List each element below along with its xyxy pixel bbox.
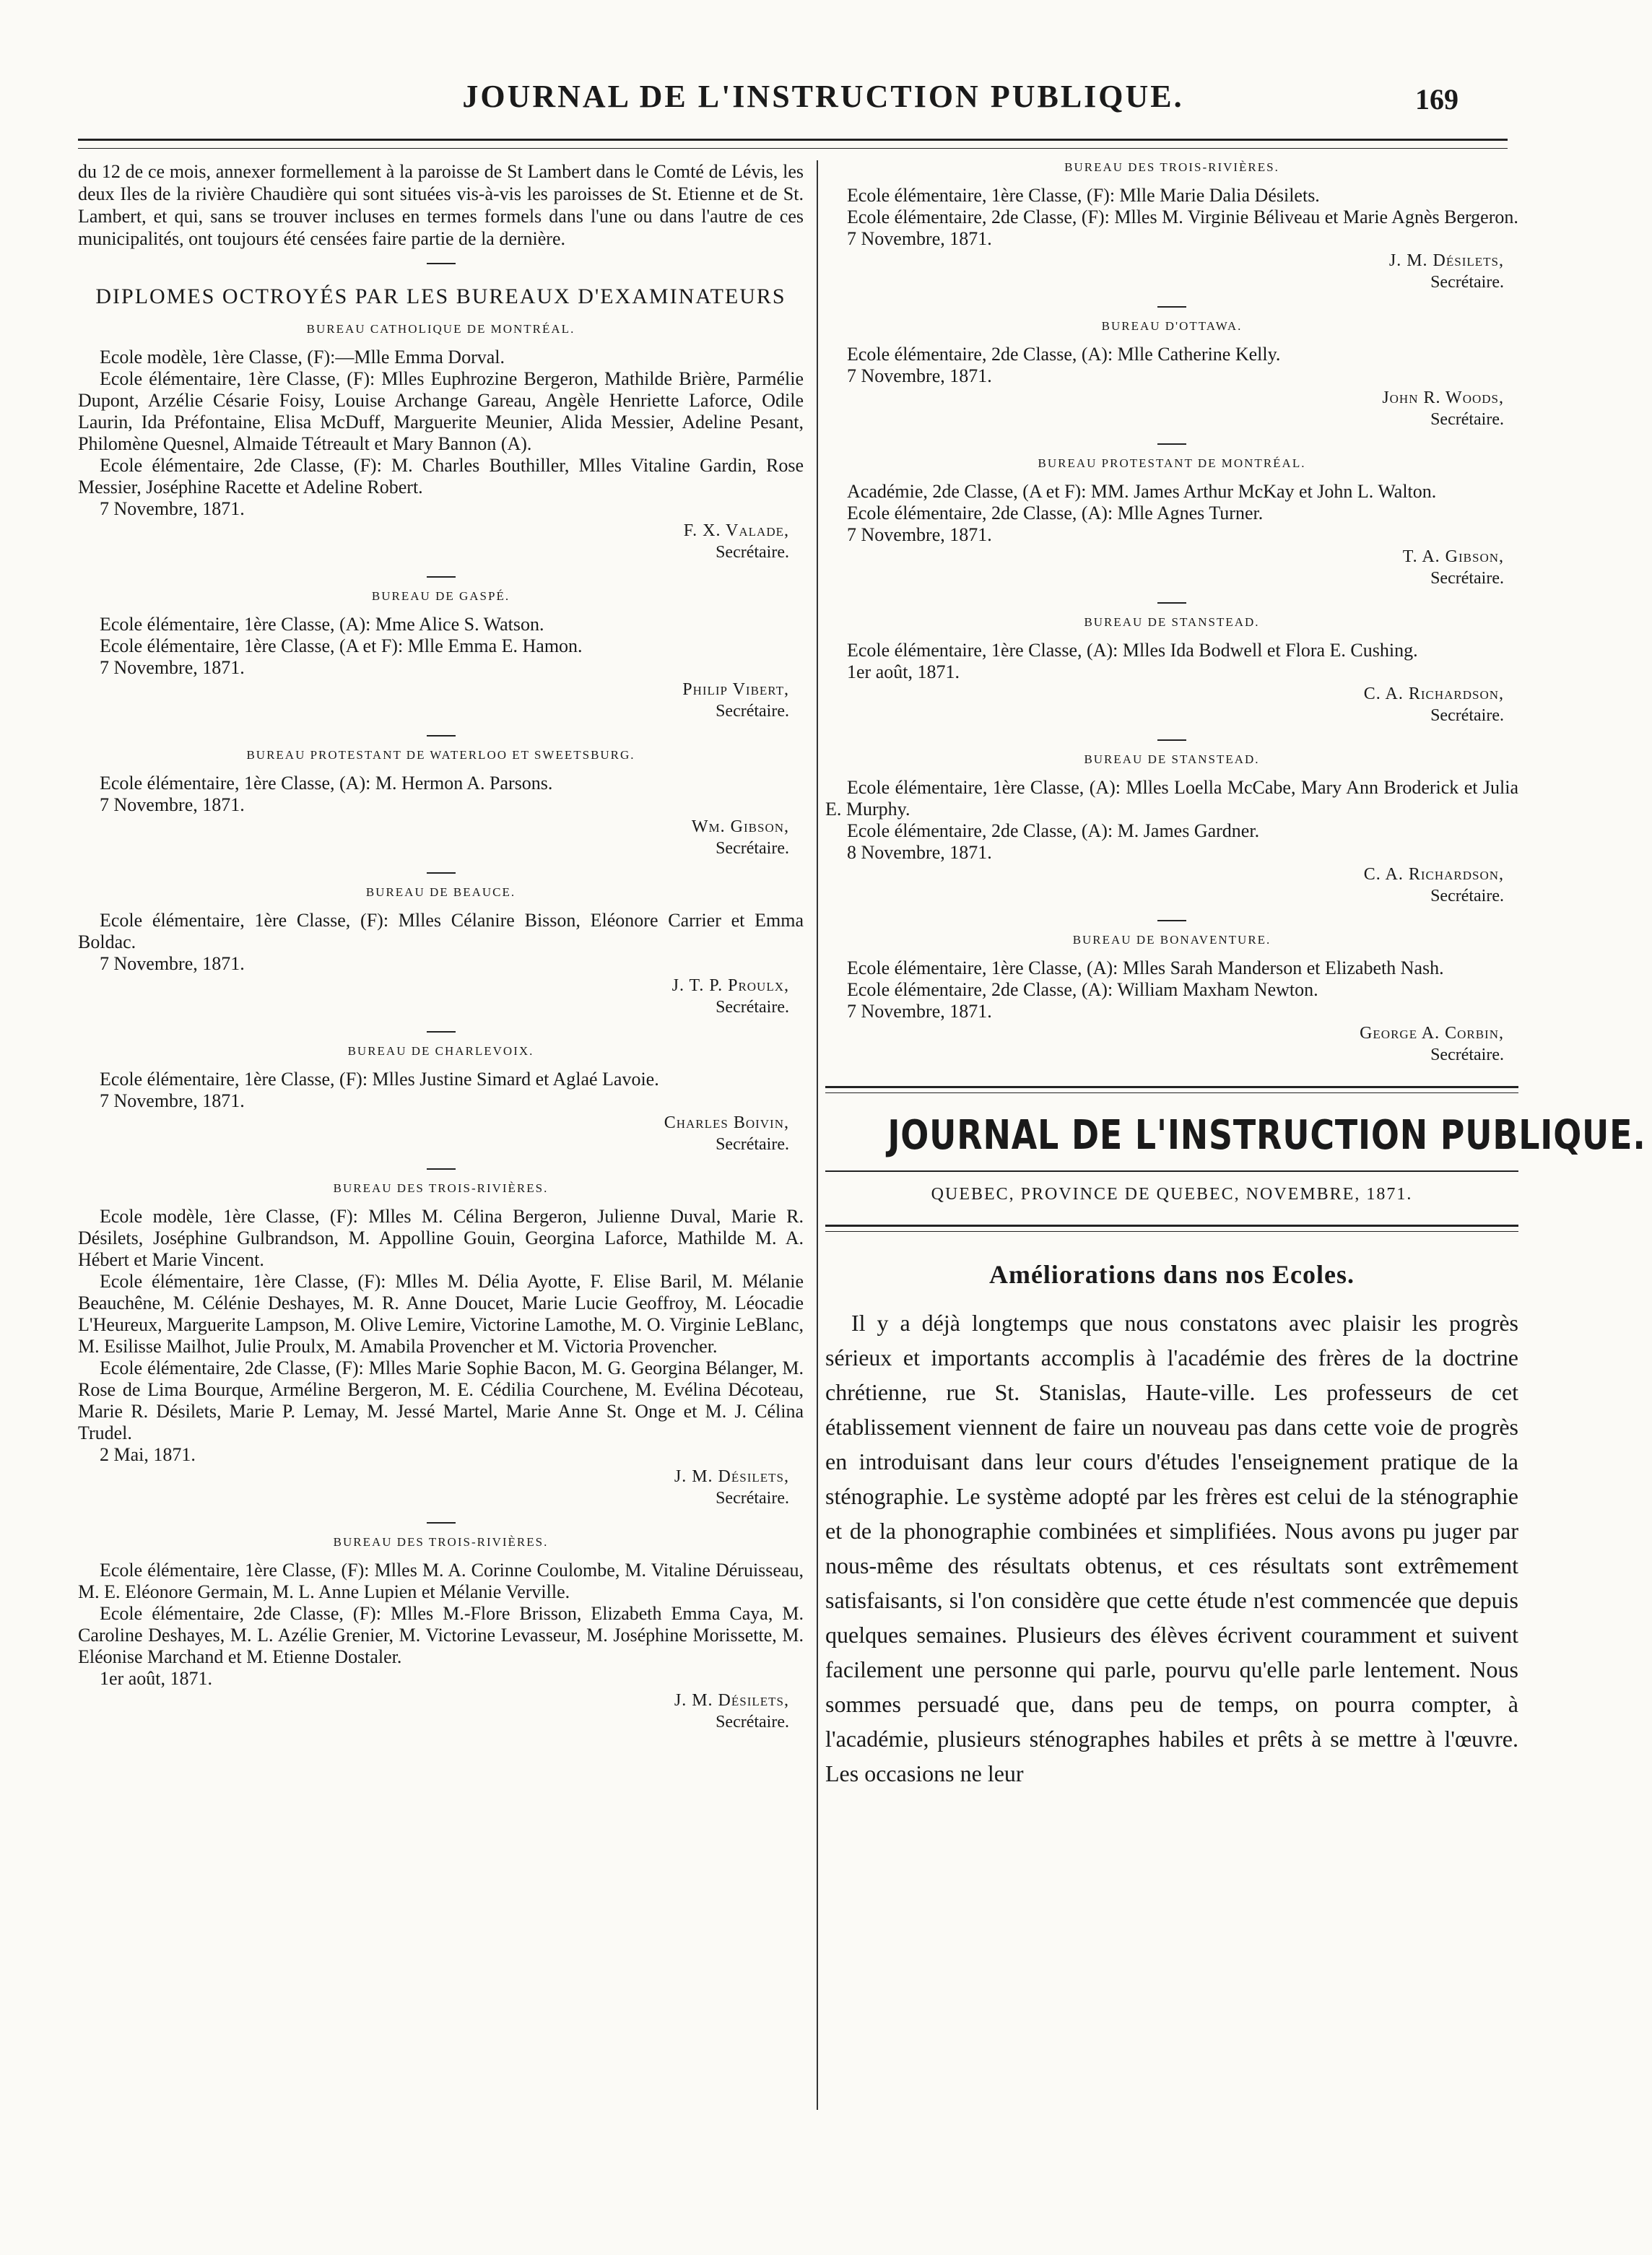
signatory-name: J. M. Désilets, — [674, 1467, 789, 1486]
separator — [427, 872, 456, 874]
signatory-role: Secrétaire. — [716, 998, 789, 1017]
signatory-name: George A. Corbin, — [1360, 1024, 1504, 1043]
bureau-block — [825, 752, 1518, 907]
diploma-entry: Ecole élémentaire, 1ère Classe, (A): Mlles Loella McCabe, Mary Ann Broderick et Julia E. Murphy. — [825, 777, 1518, 820]
signatory-name: J. M. Désilets, — [1388, 251, 1504, 270]
diploma-entry: Ecole élémentaire, 1ère Classe, (F): Mlles Euphrozine Bergeron, Mathilde Brière, Parmélie Dupont, Arzélie Césarie Foisy, Louise Archange Gareau, Angèle Henriette Laforce, Odile Laurin, Ida Préfontaine, Elisa McDuff, Marguerite Meunier, Alida Messier, Adeline Pesant, Philomène Quesnel, Almaide Tétreault et Mary Bannon (A). — [78, 368, 804, 454]
intro-paragraph: du 12 de ce mois, annexer formellement à la paroisse de St Lambert dans le Comté de Lévis, les deux Iles de la rivière Chaudière qui sont situées vis-à-vis les paroisses de St. Etienne et de St. Lambert, et qui, sans se trouver incluses en termes formels dans l'une ou dans l'autre de ces municipalités, ont toujours été censées faire partie de la dernière. — [78, 161, 804, 249]
separator — [1157, 306, 1186, 308]
bureau-block — [78, 885, 804, 1018]
diploma-entry: Ecole élémentaire, 1ère Classe, (A): Mlles Sarah Manderson et Elizabeth Nash. — [847, 957, 1444, 978]
article-title: Améliorations dans nos Ecoles. — [988, 1260, 1355, 1289]
signature — [825, 683, 1518, 726]
section-title: DIPLOMES OCTROYÉS PAR LES BUREAUX D'EXAMINATEURS — [95, 284, 786, 308]
bureau-heading: BUREAU DE GASPÉ. — [371, 589, 510, 603]
diploma-entry: Ecole modèle, 1ère Classe, (F): Mlles M. Célina Bergeron, Julienne Duval, Marie R. Désilets, Joséphine Gulbrandson, M. Appolline Gouin, Georgina Laforce, Mathilde M. A. Hébert et Marie Vincent. — [78, 1206, 804, 1270]
signature — [825, 250, 1518, 293]
signatory-name: T. A. Gibson, — [1402, 547, 1504, 566]
bureau-heading: BUREAU DE BONAVENTURE. — [1072, 933, 1271, 947]
bureau-heading: BUREAU DE STANSTEAD. — [1084, 615, 1260, 629]
diploma-entry: Ecole élémentaire, 2de Classe, (F): Mlles M.-Flore Brisson, Elizabeth Emma Caya, M. Caroline Deshayes, M. L. Azélie Grenier, M. Victorine Levasseur, M. Joséphine Morissette, M. Eléonise Marchand et M. Etienne Dostaler. — [78, 1603, 804, 1667]
bureau-block — [78, 589, 804, 722]
signatory-name: J. M. Désilets, — [674, 1691, 789, 1710]
signature — [78, 1690, 804, 1733]
separator — [1157, 920, 1186, 921]
running-title: JOURNAL DE L'INSTRUCTION PUBLIQUE. — [462, 79, 1184, 114]
bureau-block — [78, 748, 804, 859]
entry-date: 7 Novembre, 1871. — [847, 1001, 992, 1022]
masthead-title: JOURNAL DE L'INSTRUCTION PUBLIQUE. — [887, 1112, 1646, 1159]
bureau-block — [825, 615, 1518, 726]
diploma-entry: Ecole élémentaire, 1ère Classe, (F): Mlles Célanire Bisson, Eléonore Carrier et Emma Boldac. — [78, 910, 804, 952]
signature — [825, 387, 1518, 430]
signatory-name: F. X. Valade, — [683, 521, 789, 540]
diploma-entry: Ecole élémentaire, 2de Classe, (A): William Maxham Newton. — [847, 979, 1318, 1000]
signatory-role: Secrétaire. — [1430, 273, 1504, 292]
signatory-role: Secrétaire. — [716, 1713, 789, 1732]
entry-date: 7 Novembre, 1871. — [847, 524, 992, 545]
entry-date: 7 Novembre, 1871. — [100, 498, 245, 519]
diploma-entry: Ecole élémentaire, 1ère Classe, (A): M. Hermon A. Parsons. — [100, 773, 553, 794]
signatory-role: Secrétaire. — [716, 702, 789, 721]
diploma-entry: Ecole élémentaire, 2de Classe, (A): Mlle Catherine Kelly. — [847, 344, 1281, 365]
diploma-entry: Ecole élémentaire, 1ère Classe, (F): Mlles Justine Simard et Aglaé Lavoie. — [100, 1069, 659, 1090]
signatory-name: Wm. Gibson, — [691, 817, 789, 836]
diploma-entry: Ecole élémentaire, 1ère Classe, (A): Mme Alice S. Watson. — [100, 614, 544, 635]
masthead-underline — [825, 1170, 1518, 1172]
signature — [825, 546, 1518, 589]
entry-date: 7 Novembre, 1871. — [100, 794, 245, 815]
separator — [427, 1522, 456, 1524]
bureau-block — [78, 322, 804, 563]
diploma-entry: Ecole élémentaire, 2de Classe, (F): M. Charles Bouthiller, Mlles Vitaline Gardin, Rose Messier, Joséphine Racette et Adeline Robert. — [78, 455, 804, 498]
diploma-entry: Ecole élémentaire, 1ère Classe, (A): Mlles Ida Bodwell et Flora E. Cushing. — [847, 640, 1418, 661]
right-column — [825, 160, 1646, 1791]
signatory-name: Charles Boivin, — [664, 1113, 789, 1132]
bureau-block — [825, 456, 1518, 589]
entry-date: 7 Novembre, 1871. — [847, 228, 992, 249]
article-body: Il y a déjà longtemps que nous constatons avec plaisir les progrès sérieux et importants accomplis à l'académie des frères de la doctrine chrétienne, rue St. Stanislas, Haute-ville. Les professeurs de cet établissement viennent de faire un nouveau pas dans cette voie de progrès en introduisant dans leur cours d'études l'enseignement pratique de la sténographie. Le système adopté par les frères est celui de la sténographie et de la phonographie combinées et simplifiées. Nous avons pu juger par nous-même des résultats obtenus, et ces résultats sont extrêmement satisfaisants, si l'on considère que cette étude n'est commencée que depuis quelques semaines. Plusieurs des élèves écrivent couramment et suivent facilement une personne qui parle, pourvu qu'elle parle lentement. Nous sommes persuadé que, dans peu de temps, on pourra compter, à l'académie, plusieurs sténographes habiles et prêts à se mettre à l'œuvre. Les occasions ne leur — [825, 1310, 1518, 1786]
entry-date: 7 Novembre, 1871. — [100, 1090, 245, 1111]
diploma-entry: Ecole élémentaire, 2de Classe, (F): Mlles M. Virginie Béliveau et Marie Agnès Bergeron. — [847, 207, 1518, 227]
bureau-block — [825, 160, 1518, 293]
signatory-role: Secrétaire. — [716, 839, 789, 858]
left-column — [78, 160, 804, 1733]
signature — [825, 864, 1518, 907]
signature — [825, 1022, 1518, 1066]
signatory-name: C. A. Richardson, — [1363, 685, 1504, 703]
separator — [427, 576, 456, 578]
entry-date: 1er août, 1871. — [100, 1668, 212, 1689]
signature — [78, 679, 804, 722]
signature — [78, 975, 804, 1018]
diploma-entry: Ecole élémentaire, 2de Classe, (A): M. James Gardner. — [847, 820, 1260, 841]
separator — [1157, 602, 1186, 604]
bureau-heading: BUREAU DES TROIS-RIVIÈRES. — [1064, 160, 1279, 174]
signatory-role: Secrétaire. — [1430, 887, 1504, 905]
bureau-block — [78, 1181, 804, 1509]
diploma-entry: Ecole élémentaire, 2de Classe, (F): Mlles Marie Sophie Bacon, M. G. Georgina Bélanger, M. Rose de Lima Bourque, Arméline Bergeron, M. E. Cédilia Courchene, M. Evélina Décoteau, Marie R. Désilets, Marie P. Lemay, M. Jessé Martel, Marie Anne St. Onge et M. J. Célina Trudel. — [78, 1357, 804, 1443]
signature — [78, 1466, 804, 1509]
signatory-role: Secrétaire. — [716, 543, 789, 562]
bureau-heading: BUREAU PROTESTANT DE WATERLOO ET SWEETSBURG. — [246, 748, 635, 762]
diploma-entry: Ecole élémentaire, 2de Classe, (A): Mlle Agnes Turner. — [847, 503, 1264, 523]
bureau-heading: BUREAU DE STANSTEAD. — [1084, 752, 1260, 766]
diploma-entry: Ecole modèle, 1ère Classe, (F):—Mlle Emma Dorval. — [100, 347, 505, 368]
bureau-heading: BUREAU DE CHARLEVOIX. — [347, 1044, 534, 1058]
entry-date: 8 Novembre, 1871. — [847, 842, 992, 863]
entry-date: 7 Novembre, 1871. — [100, 657, 245, 678]
masthead-rule — [825, 1086, 1518, 1093]
dateline-rule — [825, 1225, 1518, 1232]
dateline: QUEBEC, PROVINCE DE QUEBEC, NOVEMBRE, 1871. — [931, 1185, 1413, 1204]
signature — [78, 1112, 804, 1155]
separator — [427, 263, 456, 264]
bureau-block — [78, 1044, 804, 1155]
signature — [78, 816, 804, 859]
bureau-heading: BUREAU CATHOLIQUE DE MONTRÉAL. — [306, 322, 575, 336]
bureau-heading: BUREAU DES TROIS-RIVIÈRES. — [333, 1535, 549, 1549]
bureau-heading: BUREAU PROTESTANT DE MONTRÉAL. — [1038, 456, 1306, 470]
separator — [1157, 443, 1186, 445]
bureau-block — [825, 319, 1518, 430]
signatory-name: Philip Vibert, — [682, 680, 789, 699]
bureau-heading: BUREAU D'OTTAWA. — [1101, 319, 1243, 333]
signatory-role: Secrétaire. — [716, 1489, 789, 1508]
entry-date: 2 Mai, 1871. — [100, 1444, 196, 1465]
entry-date: 7 Novembre, 1871. — [847, 365, 992, 386]
running-head — [0, 74, 1652, 124]
signatory-role: Secrétaire. — [1430, 569, 1504, 588]
column-divider — [817, 160, 818, 2110]
signatory-role: Secrétaire. — [1430, 410, 1504, 429]
bureau-heading: BUREAU DE BEAUCE. — [365, 885, 516, 899]
header-rule — [78, 139, 1508, 149]
separator — [427, 1031, 456, 1033]
bureau-block — [825, 933, 1518, 1066]
diploma-entry: Ecole élémentaire, 1ère Classe, (F): Mlle Marie Dalia Désilets. — [847, 185, 1320, 206]
bureau-block — [78, 1535, 804, 1733]
entry-date: 7 Novembre, 1871. — [100, 953, 245, 974]
bureau-heading: BUREAU DES TROIS-RIVIÈRES. — [333, 1181, 549, 1195]
separator — [1157, 739, 1186, 741]
diploma-entry: Ecole élémentaire, 1ère Classe, (F): Mlles M. A. Corinne Coulombe, M. Vitaline Déruisseau, M. E. Eléonore Germain, M. L. Anne Lupien et Mélanie Verville. — [78, 1560, 804, 1602]
signatory-name: J. T. P. Proulx, — [671, 976, 789, 995]
signatory-role: Secrétaire. — [716, 1135, 789, 1154]
diploma-entry: Ecole élémentaire, 1ère Classe, (A et F): Mlle Emma E. Hamon. — [100, 635, 583, 656]
entry-date: 1er août, 1871. — [847, 661, 960, 682]
diploma-entry: Académie, 2de Classe, (A et F): MM. James Arthur McKay et John L. Walton. — [847, 481, 1437, 502]
diploma-entry: Ecole élémentaire, 1ère Classe, (F): Mlles M. Délia Ayotte, F. Elise Baril, M. Mélanie Beauchêne, M. Célénie Deshayes, M. R. Anne Doucet, Marie Lucie Geoffroy, M. Léocadie L'Heureux, Marguerite Lampson, M. Olive Lemire, Victorine Lamothe, M. O. Virginie LeBlanc, M. Esilisse Mailhot, Julie Proulx, M. Amabila Provencher et M. Victoria Provencher. — [78, 1271, 804, 1357]
signature — [78, 520, 804, 563]
separator — [427, 735, 456, 737]
signatory-name: C. A. Richardson, — [1363, 865, 1504, 884]
signatory-name: John R. Woods, — [1382, 388, 1504, 407]
signatory-role: Secrétaire. — [1430, 706, 1504, 725]
separator — [427, 1168, 456, 1170]
signatory-role: Secrétaire. — [1430, 1046, 1504, 1064]
page-number: 169 — [1415, 83, 1458, 116]
